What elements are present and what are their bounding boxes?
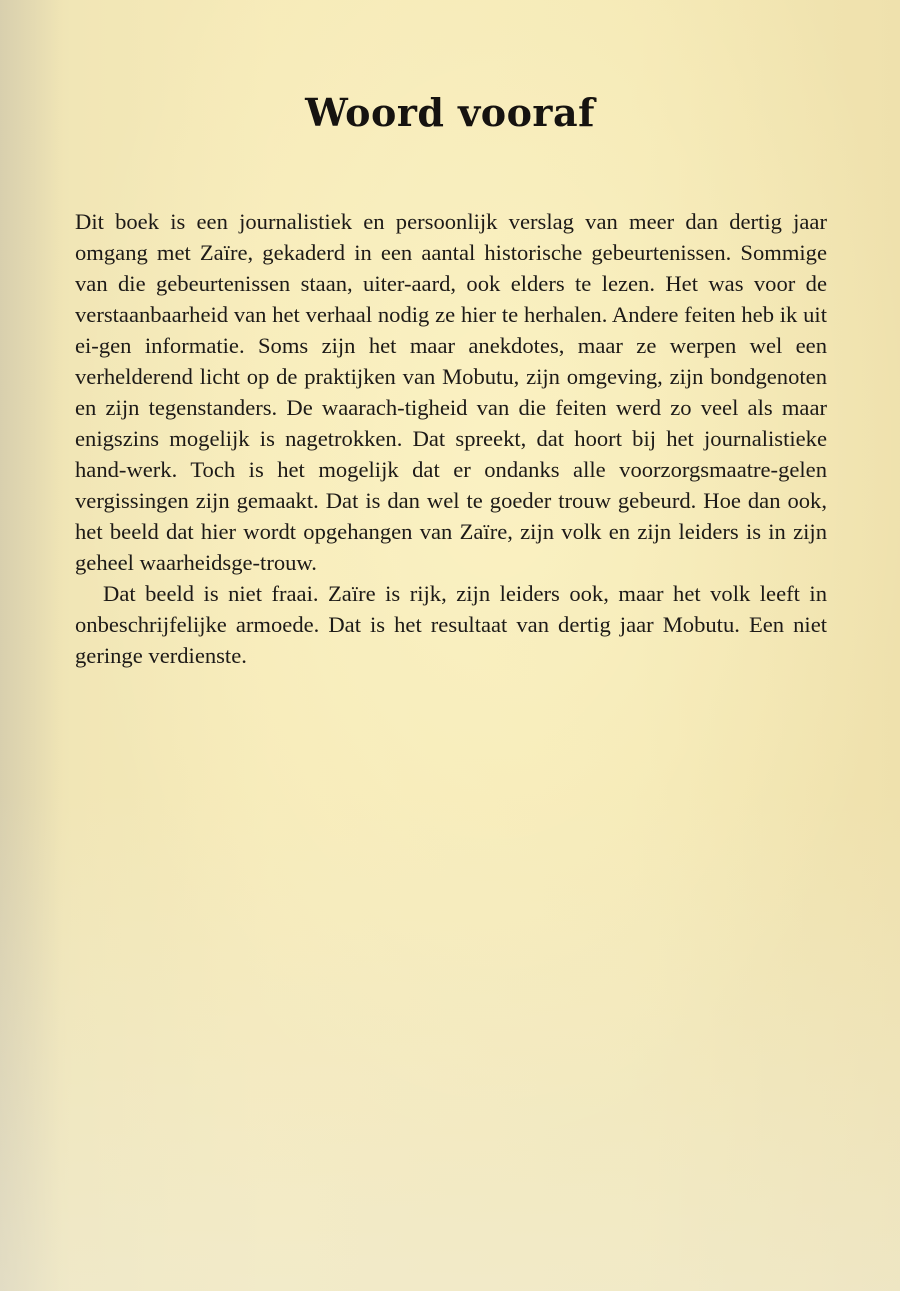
paragraph-2: Dat beeld is niet fraai. Zaïre is rijk, zijn leiders ook, maar het volk leeft in onbeschrijfelijke armoede. Dat is het resultaat van dertig jaar Mobutu. Een niet geringe verdienste. <box>75 581 827 668</box>
body-text <box>75 206 827 671</box>
page-title: Woord vooraf <box>305 90 595 135</box>
paragraph-1: Dit boek is een journalistiek en persoonlijk verslag van meer dan dertig jaar omgang met Zaïre, gekaderd in een aantal historische gebeurtenissen. Sommige van die gebeurtenissen staan, uiter-aard, ook elders te lezen. Het was voor de verstaanbaarheid van het verhaal nodig ze hier te herhalen. Andere feiten heb ik uit ei-gen informatie. Soms zijn het maar anekdotes, maar ze werpen wel een verhelderend licht op de praktijken van Mobutu, zijn omgeving, zijn bondgenoten en zijn tegenstanders. De waarach-tigheid van die feiten werd zo veel als maar enigszins mogelijk is nagetrokken. Dat spreekt, dat hoort bij het journalistieke hand-werk. Toch is het mogelijk dat er ondanks alle voorzorgsmaatre-gelen vergissingen zijn gemaakt. Dat is dan wel te goeder trouw gebeurd. Hoe dan ook, het beeld dat hier wordt opgehangen van Zaïre, zijn volk en zijn leiders is in zijn geheel waarheidsge-trouw. <box>75 209 827 575</box>
